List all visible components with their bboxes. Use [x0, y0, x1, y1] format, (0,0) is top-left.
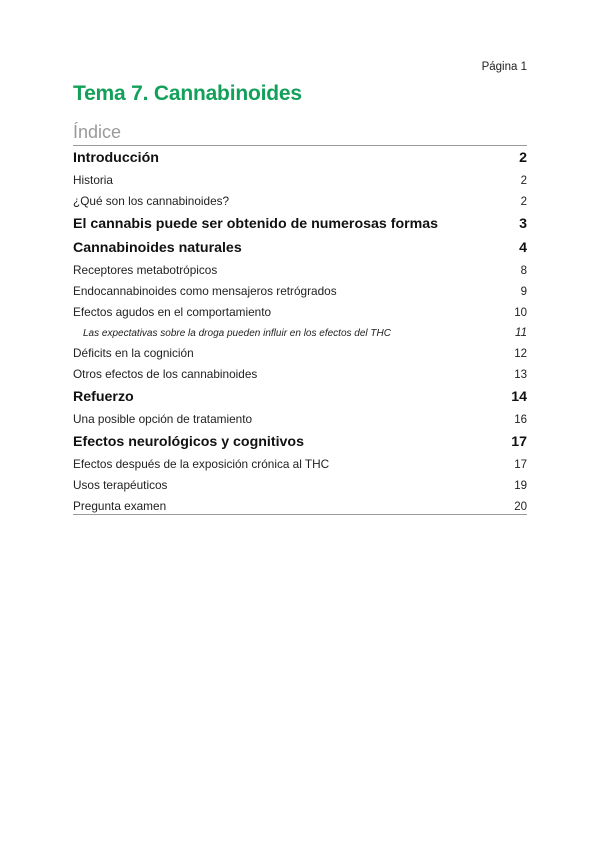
- toc-entry-title: Déficits en la cognición: [73, 346, 194, 360]
- toc-entry-page: 20: [514, 501, 527, 513]
- toc-entry-title: Endocannabinoides como mensajeros retrógrados: [73, 284, 337, 298]
- toc-entry-page: 10: [514, 307, 527, 319]
- toc-entry[interactable]: [73, 260, 527, 281]
- toc-entry[interactable]: [73, 323, 527, 343]
- toc-entry-page: 17: [511, 434, 527, 450]
- toc-entry[interactable]: [73, 364, 527, 385]
- toc-entry-page: 9: [520, 286, 527, 298]
- toc-entry-page: 16: [514, 414, 527, 426]
- toc-entry-page: 11: [515, 327, 527, 339]
- toc-entry-title: Efectos neurológicos y cognitivos: [73, 434, 304, 450]
- toc-entry-title: Historia: [73, 173, 113, 187]
- toc-entry-title: Receptores metabotrópicos: [73, 263, 218, 277]
- toc-entry-title: Cannabinoides naturales: [73, 240, 242, 256]
- toc-entry[interactable]: [73, 302, 527, 323]
- toc-entry-page: 2: [520, 196, 527, 208]
- toc-entry-page: 12: [514, 348, 527, 360]
- toc-entry[interactable]: [73, 236, 527, 260]
- toc-entry-title: Refuerzo: [73, 389, 134, 405]
- toc-entry-page: 2: [519, 150, 527, 166]
- toc-entry-title: ¿Qué son los cannabinoides?: [73, 194, 230, 208]
- toc-entry-title: Pregunta examen: [73, 499, 167, 513]
- toc-entry-title: Efectos después de la exposición crónica al THC: [73, 457, 330, 471]
- toc-entry-page: 17: [514, 459, 527, 471]
- toc-entry-page: 3: [519, 216, 527, 232]
- toc-entry[interactable]: [73, 191, 527, 212]
- toc-entry-page: 4: [519, 240, 527, 256]
- toc-entry[interactable]: [73, 409, 527, 430]
- toc-entry[interactable]: [73, 212, 527, 236]
- toc-entry-page: 8: [520, 265, 527, 277]
- toc-entry[interactable]: [73, 146, 527, 170]
- table-of-contents: [73, 146, 527, 517]
- document-title: Tema 7. Cannabinoides: [73, 82, 302, 105]
- toc-entry-title: Las expectativas sobre la droga pueden influir en los efectos del THC: [83, 328, 391, 339]
- toc-bottom-divider: [73, 514, 527, 515]
- toc-entry-title: Usos terapéuticos: [73, 478, 168, 492]
- toc-entry-page: 14: [511, 389, 527, 405]
- toc-entry-page: 19: [514, 480, 527, 492]
- toc-entry-title: El cannabis puede ser obtenido de numerosas formas: [73, 216, 439, 232]
- toc-heading: Índice: [73, 122, 122, 142]
- toc-entry-title: Una posible opción de tratamiento: [73, 412, 253, 426]
- toc-entry-page: 2: [520, 175, 527, 187]
- toc-entry-title: Otros efectos de los cannabinoides: [73, 367, 258, 381]
- toc-entry[interactable]: [73, 454, 527, 475]
- toc-entry[interactable]: [73, 343, 527, 364]
- toc-entry-title: Efectos agudos en el comportamiento: [73, 305, 272, 319]
- toc-entry[interactable]: [73, 430, 527, 454]
- toc-entry[interactable]: [73, 385, 527, 409]
- toc-entry[interactable]: [73, 281, 527, 302]
- toc-entry[interactable]: [73, 170, 527, 191]
- toc-entry[interactable]: [73, 475, 527, 496]
- toc-entry-title: Introducción: [73, 150, 159, 166]
- toc-entry-page: 13: [514, 369, 527, 381]
- page-number: Página 1: [481, 61, 527, 73]
